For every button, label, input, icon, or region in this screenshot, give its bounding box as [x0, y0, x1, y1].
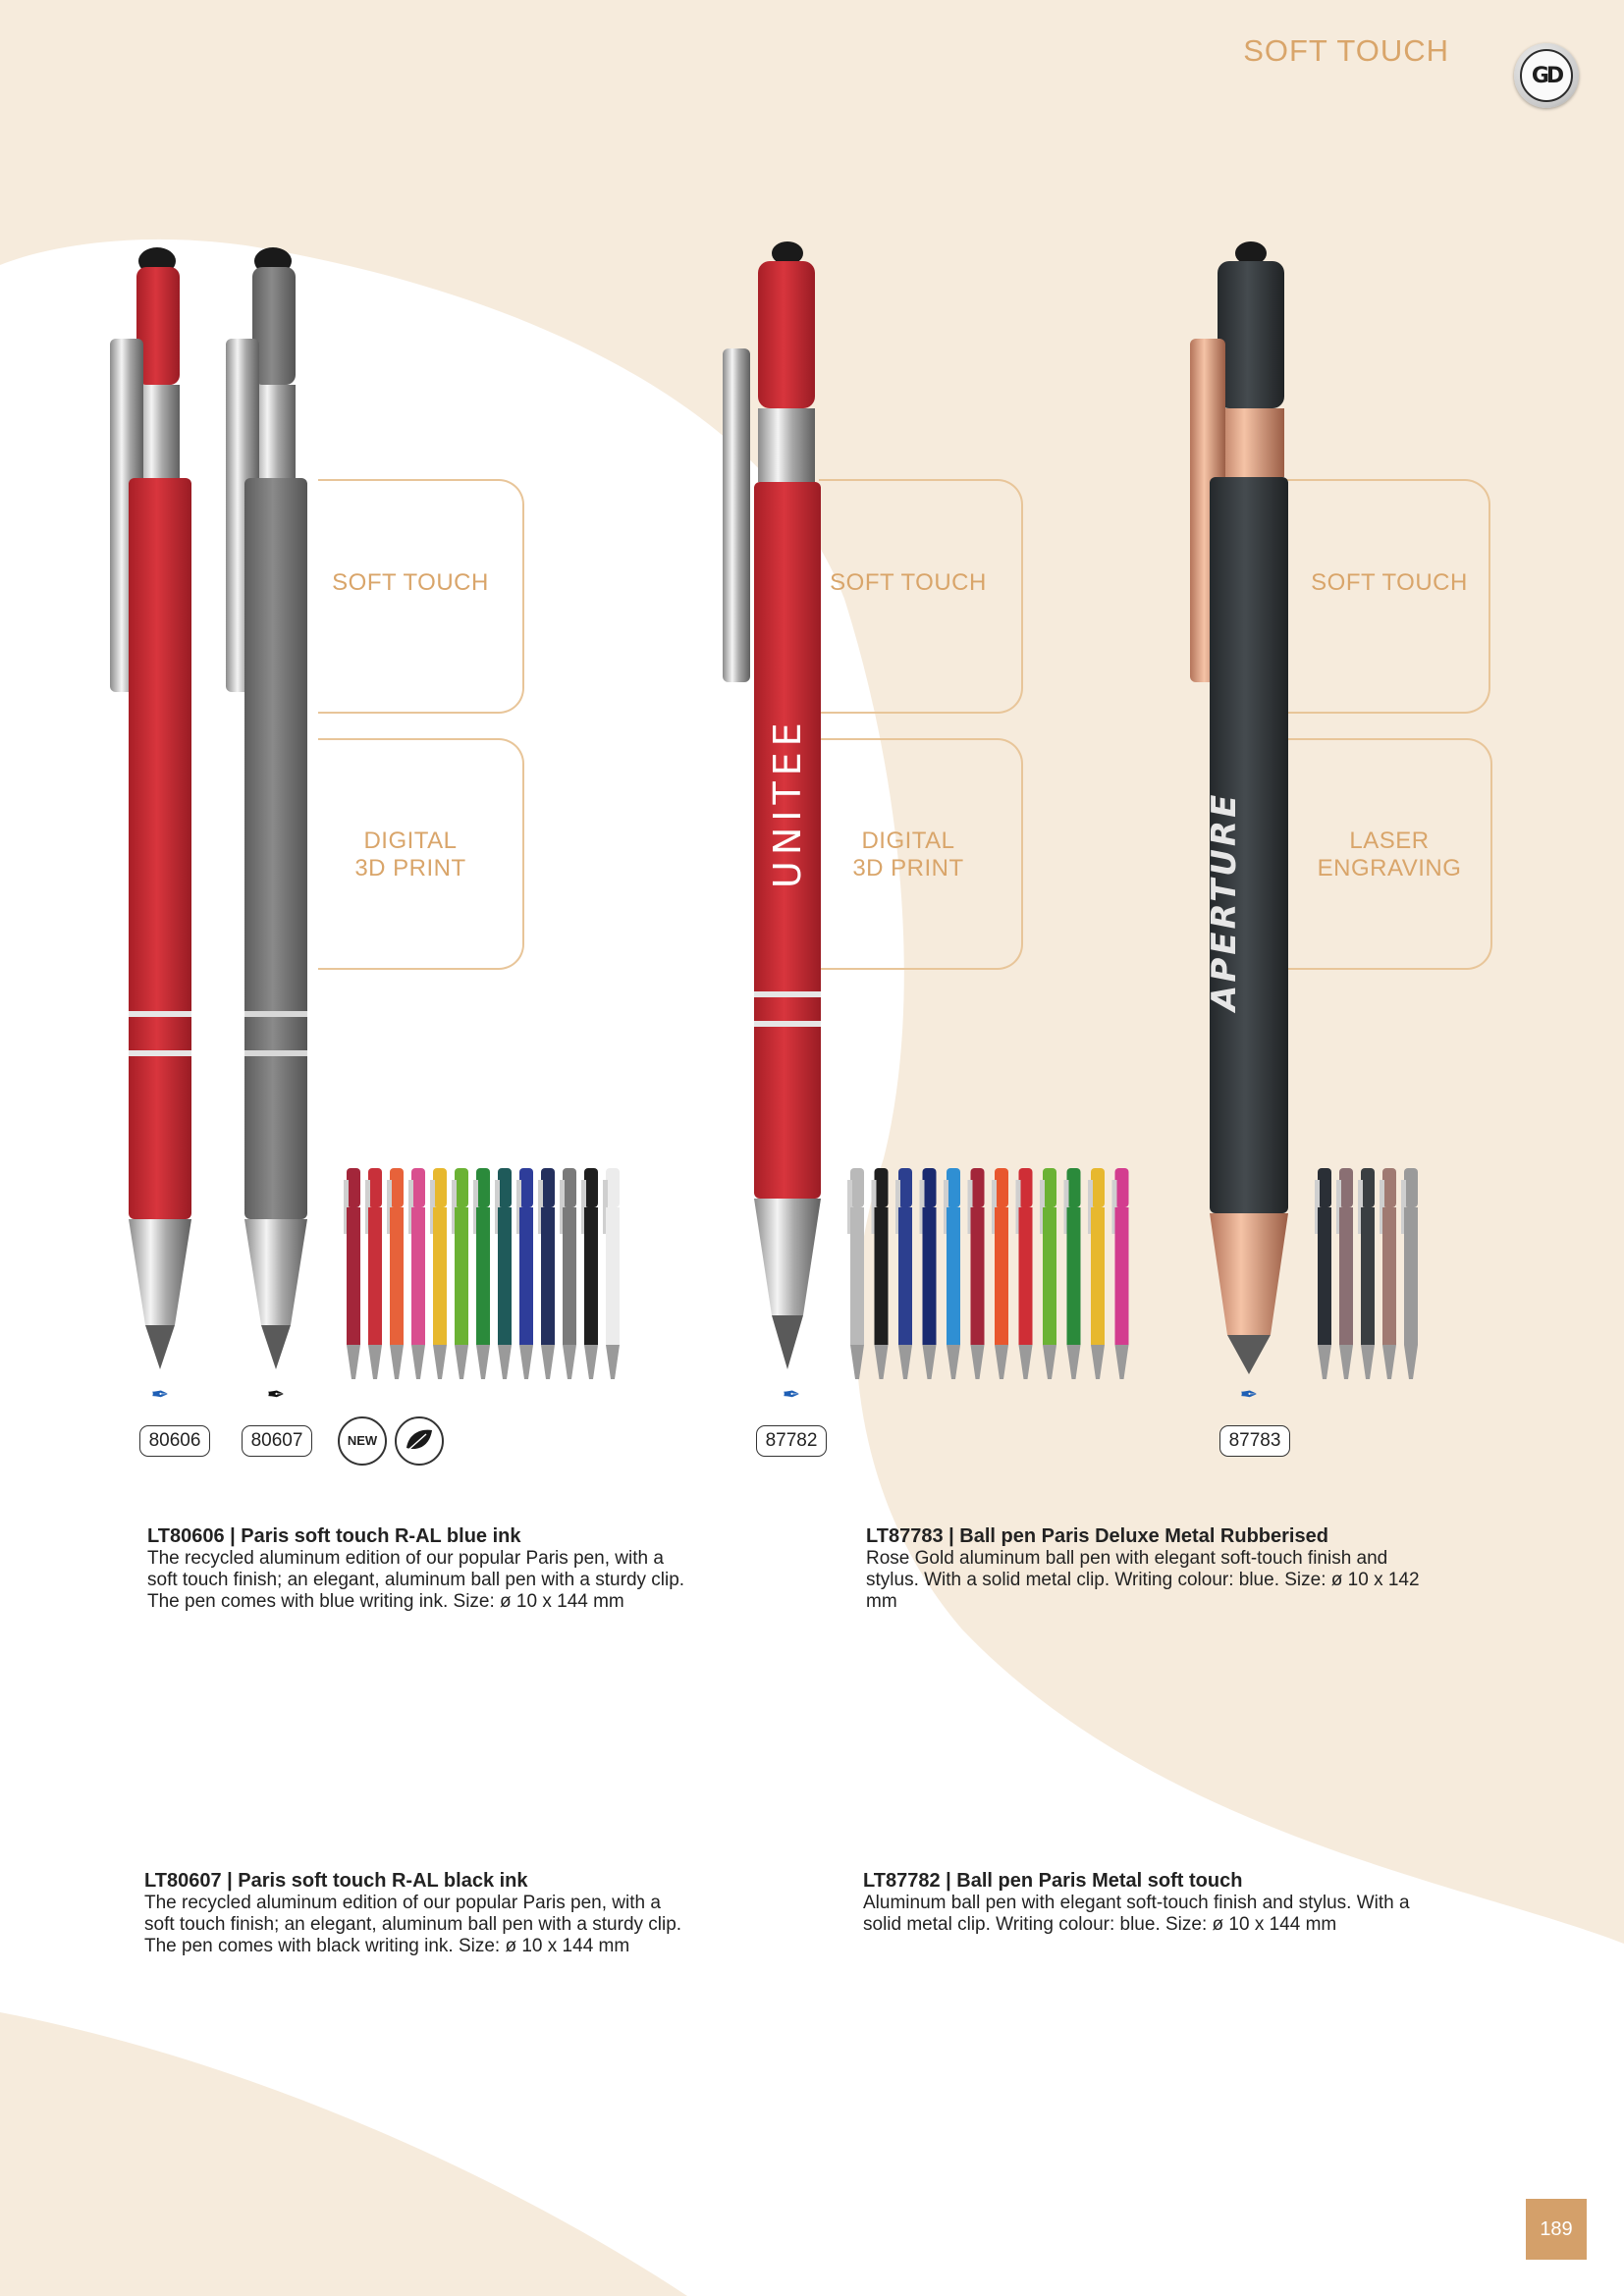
- product-desc-line: soft touch finish; an elegant, aluminum ball pen with a sturdy clip.: [144, 1914, 682, 1935]
- small-pen-variant: [603, 1168, 620, 1379]
- small-pen-variant: [1401, 1168, 1418, 1379]
- pen-87782-red: [723, 241, 821, 1408]
- feature-label-line: 3D PRINT: [852, 855, 964, 881]
- small-pen-variant: [1088, 1168, 1105, 1379]
- code-badge-80606: 80606: [139, 1425, 210, 1457]
- feature-label-line: ENGRAVING: [1317, 855, 1462, 881]
- code-badge-87782: 87782: [756, 1425, 827, 1457]
- small-pen-variant: [1064, 1168, 1081, 1379]
- small-pen-variant: [473, 1168, 490, 1379]
- pen-print-aperture: APERTURE: [1205, 791, 1244, 1011]
- small-pen-variant: [1016, 1168, 1033, 1379]
- small-pen-variant: [1040, 1168, 1056, 1379]
- small-pen-variant: [408, 1168, 425, 1379]
- feature-label-line: 3D PRINT: [354, 855, 466, 881]
- small-pen-variant: [387, 1168, 404, 1379]
- small-pen-variant: [992, 1168, 1008, 1379]
- product-title: LT80607 | Paris soft touch R-AL black ink: [144, 1870, 528, 1892]
- small-pen-variant: [944, 1168, 960, 1379]
- small-pen-variant: [1380, 1168, 1396, 1379]
- product-lt87783: [866, 1524, 1534, 1613]
- product-desc-line: Rose Gold aluminum ball pen with elegant soft-touch finish and: [866, 1548, 1388, 1569]
- pen-print-unitee: UNITEE: [766, 717, 809, 888]
- product-lt87782: [863, 1869, 1531, 1936]
- product-desc-line: mm: [866, 1591, 897, 1612]
- small-pen-variant: [344, 1168, 360, 1379]
- product-desc-line: The recycled aluminum edition of our popular Paris pen, with a: [147, 1548, 664, 1569]
- page-title: SOFT TOUCH: [1243, 33, 1449, 68]
- feature-label-soft-touch-3: SOFT TOUCH: [1311, 569, 1468, 596]
- pen-80607-grey: [226, 247, 307, 1408]
- product-lt80607: [144, 1869, 812, 1957]
- feature-label-line: LASER: [1349, 828, 1430, 854]
- feature-label-soft-touch-2: SOFT TOUCH: [830, 569, 987, 596]
- page-number: 189: [1526, 2199, 1587, 2260]
- product-desc-line: soft touch finish; an elegant, aluminum ball pen with a sturdy clip.: [147, 1570, 685, 1590]
- small-pen-variant: [538, 1168, 555, 1379]
- product-title: LT80606 | Paris soft touch R-AL blue ink: [147, 1525, 521, 1547]
- small-pen-variant: [872, 1168, 889, 1379]
- small-pen-variant: [895, 1168, 912, 1379]
- small-pen-variant: [968, 1168, 985, 1379]
- color-variants-set-87782: [847, 1168, 1129, 1379]
- small-pen-variant: [847, 1168, 864, 1379]
- small-pen-variant: [516, 1168, 533, 1379]
- product-title: LT87782 | Ball pen Paris Metal soft touch: [863, 1870, 1243, 1892]
- color-variants-set-80606: [344, 1168, 620, 1379]
- code-badge-87783: 87783: [1219, 1425, 1290, 1457]
- small-pen-variant: [581, 1168, 598, 1379]
- product-desc-line: The pen comes with blue writing ink. Size: ø 10 x 144 mm: [147, 1591, 624, 1612]
- svg-text:✒: ✒: [266, 1383, 286, 1408]
- feature-label-line: DIGITAL: [861, 828, 955, 854]
- feature-label-line: DIGITAL: [363, 828, 458, 854]
- product-desc-line: stylus. With a solid metal clip. Writing colour: blue. Size: ø 10 x 142: [866, 1570, 1420, 1590]
- pen-80606-red: [110, 247, 191, 1408]
- small-pen-variant: [452, 1168, 468, 1379]
- small-pen-variant: [1336, 1168, 1353, 1379]
- small-pen-variant: [495, 1168, 512, 1379]
- pen-87783-dark: [1190, 241, 1288, 1408]
- product-desc-line: The recycled aluminum edition of our popular Paris pen, with a: [144, 1893, 661, 1913]
- product-desc-line: The pen comes with black writing ink. Size: ø 10 x 144 mm: [144, 1936, 630, 1956]
- product-desc-line: Aluminum ball pen with elegant soft-touch finish and stylus. With a: [863, 1893, 1410, 1913]
- small-pen-variant: [560, 1168, 576, 1379]
- small-pen-variant: [1358, 1168, 1375, 1379]
- small-pen-variant: [1112, 1168, 1129, 1379]
- small-pen-variant: [430, 1168, 447, 1379]
- svg-text:✒: ✒: [782, 1383, 801, 1408]
- svg-text:✒: ✒: [150, 1383, 170, 1408]
- svg-text:✒: ✒: [1239, 1383, 1259, 1408]
- product-desc-line: solid metal clip. Writing colour: blue. Size: ø 10 x 144 mm: [863, 1914, 1337, 1935]
- leaf-icon: [395, 1416, 444, 1466]
- small-pen-variant: [920, 1168, 937, 1379]
- product-title: LT87783 | Ball pen Paris Deluxe Metal Rubberised: [866, 1525, 1328, 1547]
- small-pen-variant: [1315, 1168, 1331, 1379]
- logo-text: GD: [1520, 49, 1573, 102]
- feature-label-soft-touch-1: SOFT TOUCH: [332, 569, 489, 596]
- code-badge-80607: 80607: [242, 1425, 312, 1457]
- product-lt80606: [147, 1524, 815, 1613]
- color-variants-set-87783: [1315, 1168, 1418, 1379]
- new-badge: NEW: [338, 1416, 387, 1466]
- small-pen-variant: [365, 1168, 382, 1379]
